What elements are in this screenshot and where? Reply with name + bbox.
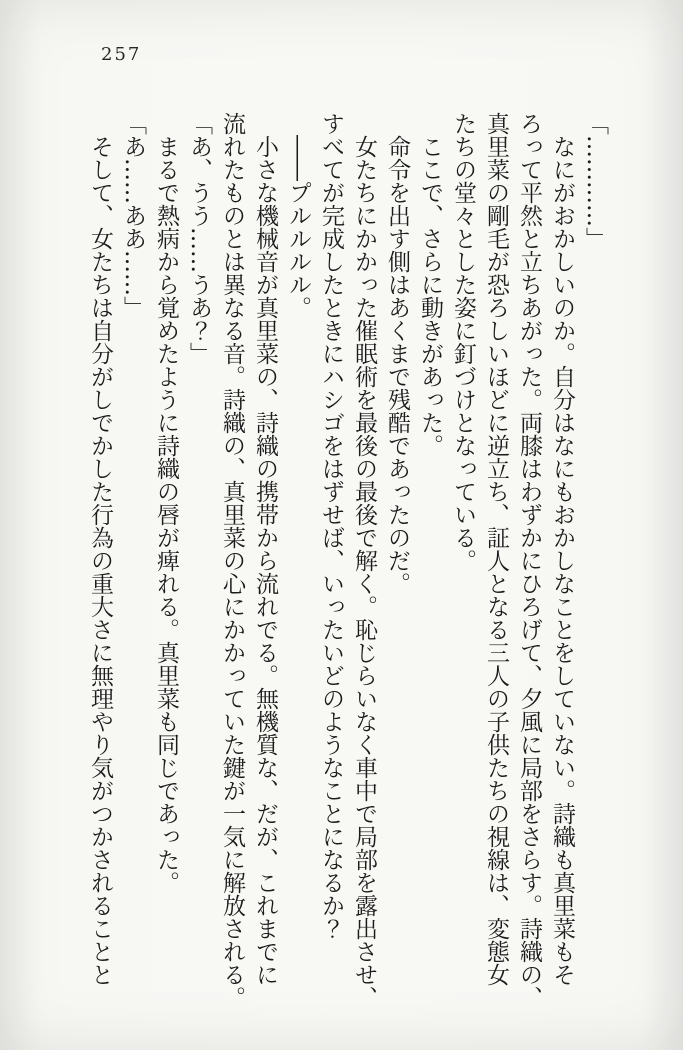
text-line: そして、女たちは自分がしでかした行為の重大さに無理やり気がつかされることと [87, 112, 113, 986]
text-line: 真里菜の剛毛が恐ろしいほどに逆立ち、証人となる三人の子供たちの視線は、変態女 [483, 112, 509, 986]
vertical-text-block [83, 112, 611, 1009]
text-line: 女たちにかかった催眠術を最後の最後で解く。恥じらいなく車中で局部を露出させ、 [351, 112, 377, 1009]
page-number: 257 [101, 44, 142, 65]
text-line: 流れたものとは異なる音。詩織の、真里菜の心にかかっていた鍵が一気に解放される。 [219, 112, 245, 1009]
text-line: ここで、さらに動きがあった。 [417, 112, 443, 457]
text-line-phone-ring: ――プルルルル。 [285, 112, 311, 319]
text-line: ろって平然と立ちあがった。両膝はわずかにひろげて、夕風に局部をさらす。詩織の、 [516, 112, 542, 1009]
text-line: たちの堂々とした姿に釘づけとなっている。 [450, 112, 476, 572]
text-line: なにがおかしいのか。自分はなにもおかしなことをしていない。詩織も真里菜もそ [549, 112, 575, 986]
text-line: 小さな機械音が真里菜の、詩織の携帯から流れでる。無機質な、だが、これまでに [252, 112, 278, 986]
text-line: すべてが完成したときにハシゴをはずせば、いったいどのようなことになるか？ [318, 112, 344, 940]
text-line: まるで熱病から覚めたように詩織の唇が痺れる。真里菜も同じであった。 [153, 112, 179, 894]
text-line-dialogue-silence: 「…………」 [582, 112, 608, 250]
text-line-dialogue: 「あ……ああ……」 [120, 112, 146, 319]
text-line-dialogue: 「あ、うう……うあ？」 [186, 112, 212, 365]
text-line: 命令を出す側はあくまで残酷であったのだ。 [384, 112, 410, 595]
